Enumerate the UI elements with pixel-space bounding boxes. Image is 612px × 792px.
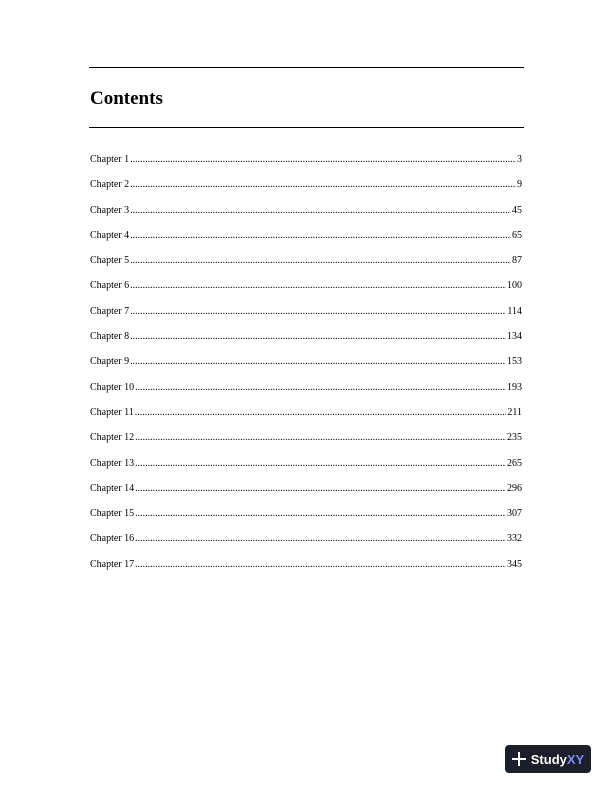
toc-entry[interactable] [90, 406, 522, 431]
toc-entry-label: Chapter 1 [90, 154, 130, 165]
toc-entry[interactable] [90, 204, 522, 229]
toc-entry-label: Chapter 14 [90, 482, 135, 494]
toc-entry-page: 332 [507, 533, 522, 545]
toc-leader-dots [130, 178, 516, 192]
toc-entry-page: 153 [507, 356, 522, 368]
toc-leader-dots [130, 330, 506, 344]
toc-entry-label: Chapter 7 [90, 305, 130, 317]
brand-name [531, 752, 584, 767]
toc-entry-label: Chapter 13 [90, 457, 135, 469]
toc-leader-dots [130, 254, 511, 268]
toc-entry-label: Chapter 3 [90, 204, 130, 216]
toc-entry-page: 307 [507, 508, 522, 520]
brand-name-main: Study [530, 751, 567, 767]
toc-entry[interactable] [90, 431, 522, 456]
top-divider [89, 67, 524, 68]
toc-entry-page: 3 [517, 154, 522, 165]
toc-entry-label: Chapter 4 [90, 229, 130, 241]
toc-entry-page: 45 [512, 204, 522, 216]
toc-entry-page: 211 [507, 406, 522, 418]
toc-entry[interactable] [90, 558, 522, 583]
toc-leader-dots [135, 558, 506, 572]
toc-leader-dots [135, 532, 506, 546]
toc-leader-dots [130, 279, 506, 293]
toc-entry-page: 296 [507, 482, 522, 494]
brand-name-accent: XY [566, 751, 585, 767]
toc-entry-page: 114 [507, 305, 522, 317]
toc-leader-dots [135, 381, 506, 395]
toc-entry-label: Chapter 10 [90, 381, 135, 393]
plus-icon [512, 752, 526, 766]
toc-entry[interactable] [90, 153, 522, 178]
toc-entry-page: 265 [507, 457, 522, 469]
toc-entry-label: Chapter 2 [90, 179, 130, 191]
toc-entry-label: Chapter 17 [90, 558, 135, 570]
toc-entry-label: Chapter 12 [90, 432, 135, 444]
toc-entry-page: 134 [507, 331, 522, 343]
toc-entry-label: Chapter 11 [90, 406, 134, 418]
toc-leader-dots [135, 457, 506, 471]
toc-entry-page: 87 [512, 255, 522, 267]
toc-entry[interactable] [90, 279, 522, 304]
toc-leader-dots [135, 406, 507, 420]
toc-leader-dots [130, 204, 511, 218]
toc-entry-page: 345 [507, 558, 522, 570]
toc-entry-label: Chapter 9 [90, 356, 130, 368]
toc-entry-page: 235 [507, 432, 522, 444]
toc-entry[interactable] [90, 355, 522, 380]
studyxy-logo[interactable] [505, 745, 591, 773]
toc-entry[interactable] [90, 482, 522, 507]
toc-entry[interactable] [90, 507, 522, 532]
toc-leader-dots [130, 153, 516, 167]
toc-entry-page: 9 [517, 179, 522, 191]
toc-entry-label: Chapter 15 [90, 508, 135, 520]
toc-leader-dots [135, 431, 506, 445]
toc-entry[interactable] [90, 178, 522, 203]
toc-entry-label: Chapter 5 [90, 255, 130, 267]
toc-entry[interactable] [90, 381, 522, 406]
table-of-contents [90, 153, 522, 583]
toc-entry[interactable] [90, 254, 522, 279]
page-title: Contents [90, 88, 163, 109]
toc-entry[interactable] [90, 330, 522, 355]
toc-entry[interactable] [90, 532, 522, 557]
toc-entry[interactable] [90, 457, 522, 482]
toc-leader-dots [135, 507, 506, 521]
toc-entry[interactable] [90, 229, 522, 254]
toc-entry[interactable] [90, 305, 522, 330]
toc-entry-label: Chapter 16 [90, 533, 135, 545]
toc-leader-dots [130, 355, 506, 369]
toc-leader-dots [135, 482, 506, 496]
toc-entry-label: Chapter 6 [90, 280, 130, 292]
toc-entry-page: 100 [507, 280, 522, 292]
toc-leader-dots [130, 305, 506, 319]
toc-entry-page: 65 [512, 229, 522, 241]
toc-leader-dots [130, 229, 511, 243]
title-divider [89, 127, 524, 128]
toc-entry-label: Chapter 8 [90, 331, 130, 343]
toc-entry-page: 193 [507, 381, 522, 393]
